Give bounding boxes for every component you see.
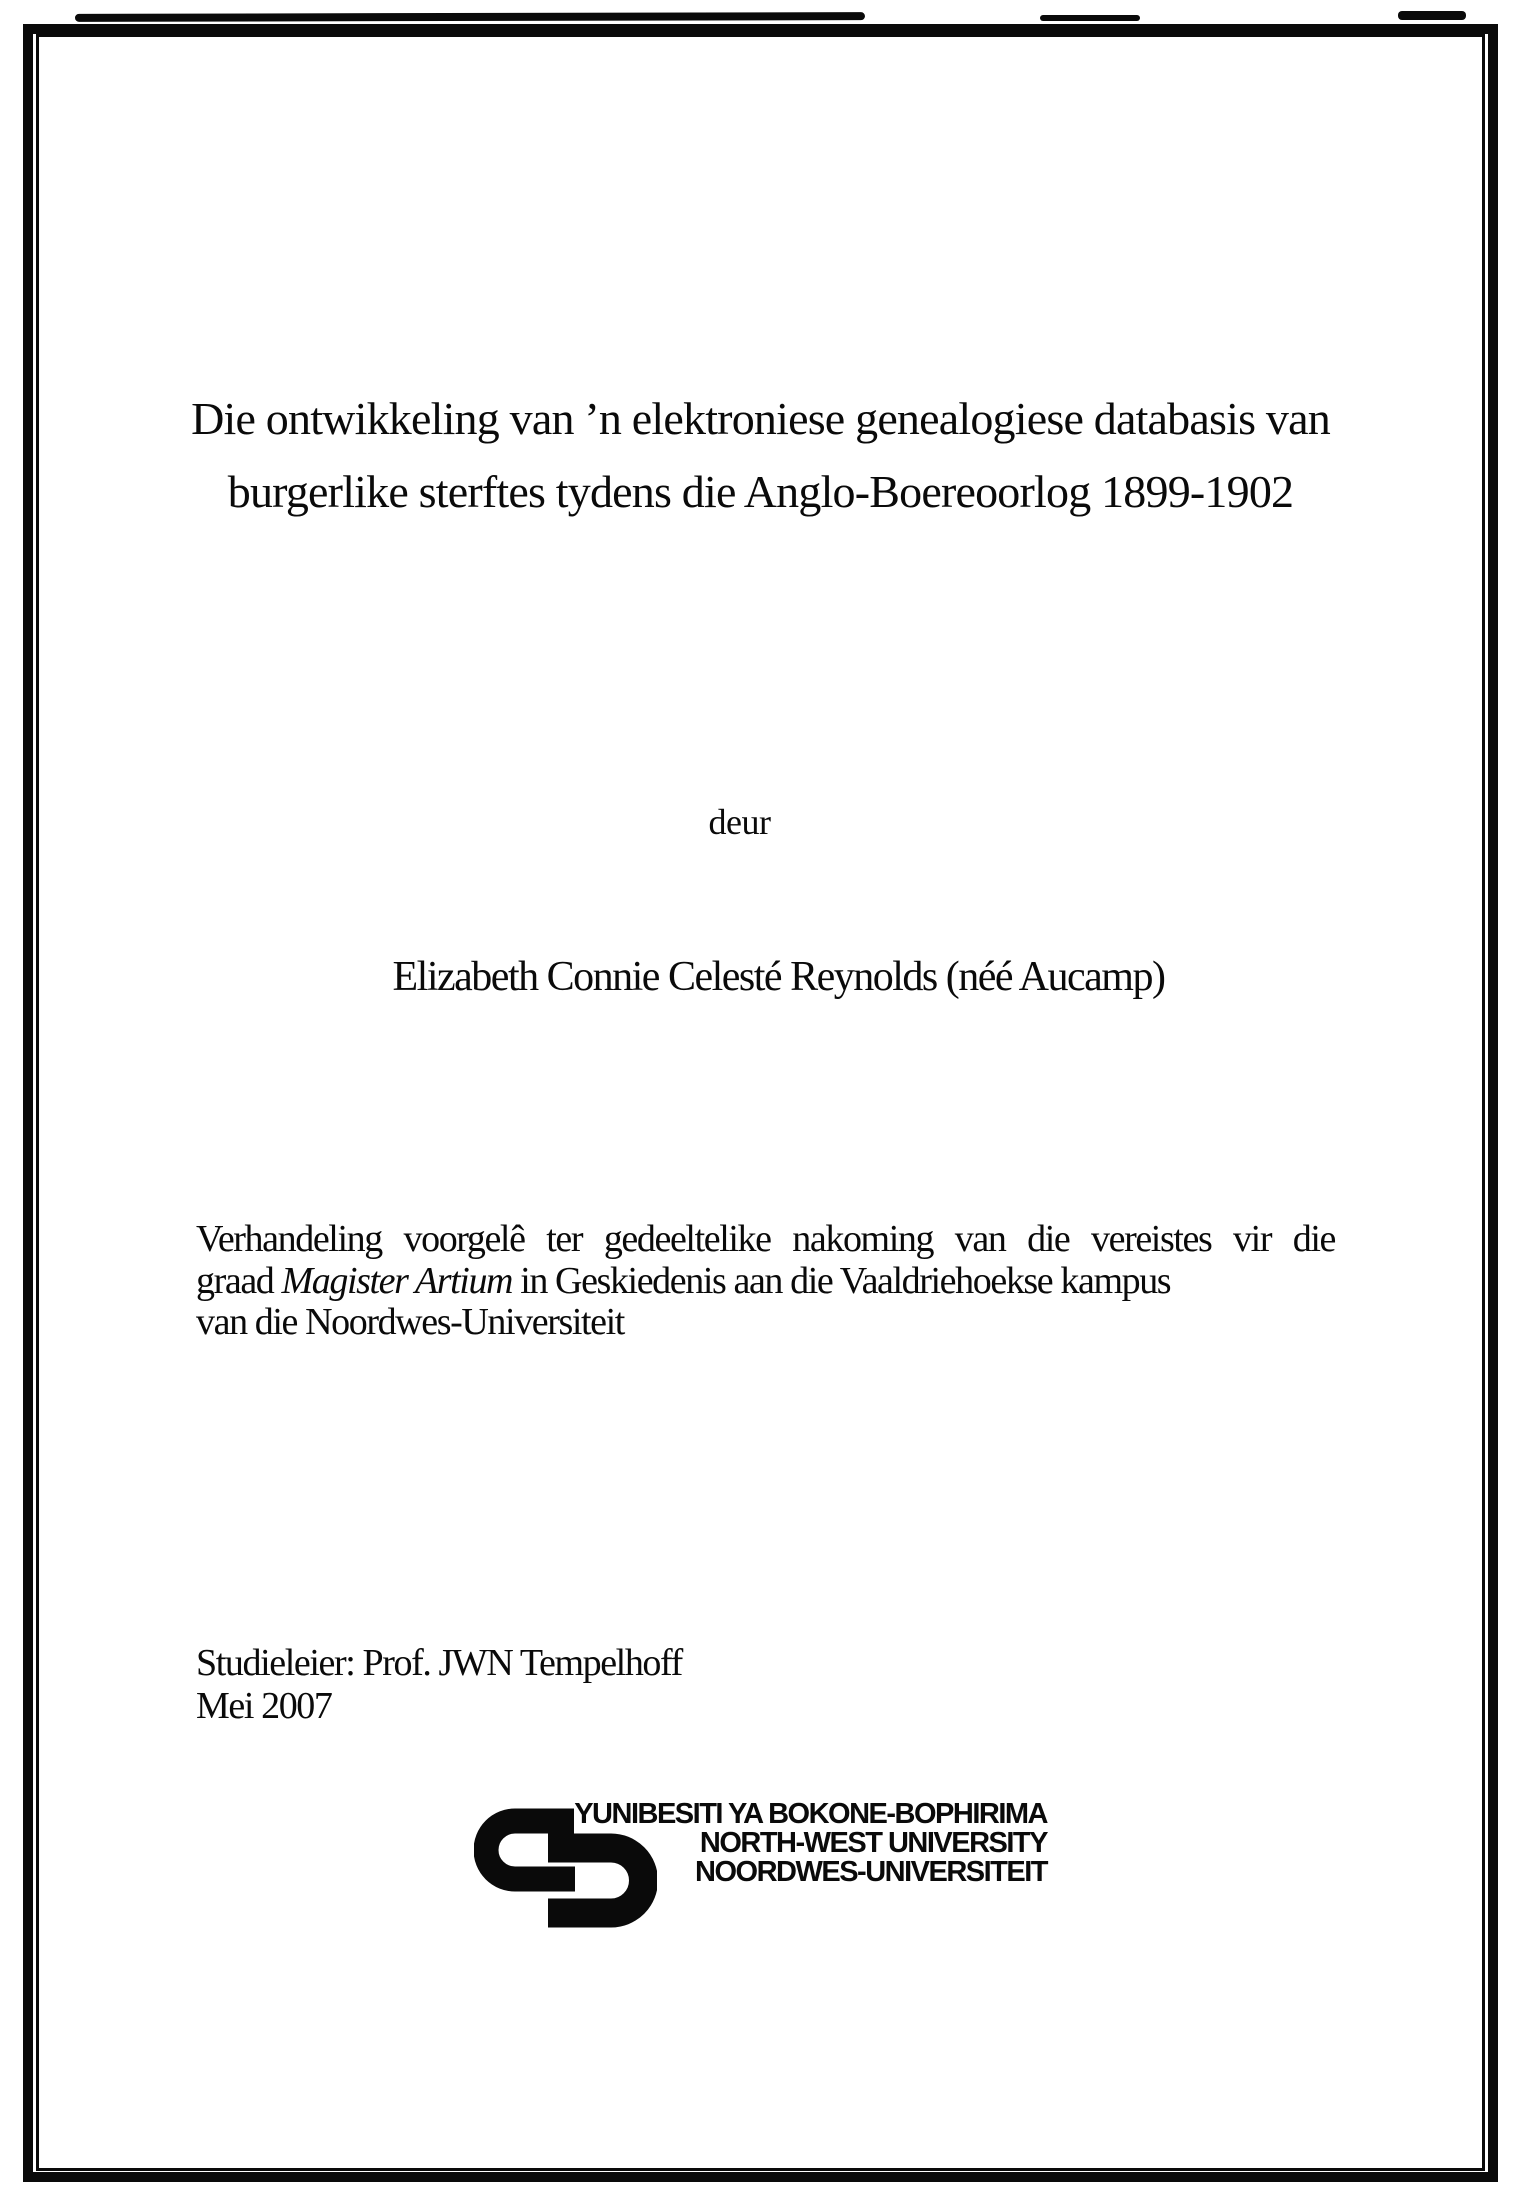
byline-word: deur xyxy=(708,802,771,842)
degree-statement-line-3: van die Noordwes-Universiteit xyxy=(196,1301,624,1343)
degree-statement-line-2-suffix: in Geskiedenis aan die Vaaldriehoekse kampus xyxy=(512,1259,1171,1302)
degree-statement xyxy=(196,1219,1335,1344)
degree-statement-line-2-prefix: graad xyxy=(196,1259,282,1302)
degree-name-italic: Magister Artium xyxy=(281,1259,513,1302)
supervisor-block xyxy=(196,1642,682,1728)
university-name-setswana: YUNIBESITI YA BOKONE-BOPHIRIMA xyxy=(574,1798,1047,1830)
scan-artifact xyxy=(1040,15,1140,21)
thesis-title-line-2: burgerlike sterftes tydens die Anglo-Boereoorlog 1899-1902 xyxy=(227,466,1294,517)
degree-statement-line-1: Verhandeling voorgelê ter gedeeltelike nakoming van die vereistes vir die xyxy=(196,1218,1335,1260)
university-name-afrikaans: NOORDWES-UNIVERSITEIT xyxy=(695,1856,1047,1888)
supervisor-line: Studieleier: Prof. JWN Tempelhoff xyxy=(196,1642,682,1684)
university-logo-text xyxy=(574,1800,1047,1887)
date-line: Mei 2007 xyxy=(196,1685,332,1727)
scan-artifact xyxy=(75,12,865,22)
thesis-title xyxy=(70,382,1451,528)
thesis-title-line-1: Die ontwikkeling van ’n elektroniese genealogiese databasis van xyxy=(191,393,1330,444)
university-name-english: NORTH-WEST UNIVERSITY xyxy=(699,1827,1047,1859)
degree-statement-line-2 xyxy=(196,1261,1335,1303)
scan-artifact xyxy=(1398,11,1466,20)
author-name: Elizabeth Connie Celesté Reynolds (néé Aucamp) xyxy=(392,954,1165,1000)
